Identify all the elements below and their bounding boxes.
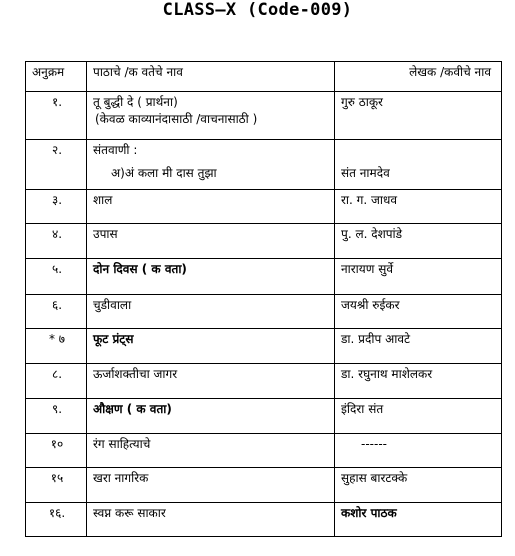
- author-name: ------: [361, 437, 387, 451]
- serial-cell: * ७: [26, 329, 87, 364]
- table-row: [26, 364, 502, 399]
- lesson-title: संतवाणी :: [93, 143, 138, 157]
- lesson-cell: औक्षण ( क वता): [87, 399, 335, 434]
- lesson-cell: दोन दिवस ( क वता): [87, 259, 335, 295]
- page-title: CLASS–X (Code-009): [162, 0, 353, 20]
- serial-cell: ३.: [26, 190, 87, 224]
- table-header-row: [26, 62, 502, 92]
- table-row: [26, 434, 502, 468]
- table-row: [26, 259, 502, 295]
- serial-cell: १०: [26, 434, 87, 468]
- serial-cell: ८.: [26, 364, 87, 399]
- author-cell: कशोर पाठक: [335, 503, 502, 537]
- table-row: [26, 399, 502, 434]
- author-cell: नारायण सुर्वे: [335, 259, 502, 295]
- author-cell: गुरु ठाकूर: [335, 92, 502, 140]
- lesson-cell: स्वप्न करू साकार: [87, 503, 335, 537]
- author-cell: डा. प्रदीप आवटे: [335, 329, 502, 364]
- lesson-cell: [87, 92, 335, 140]
- table-row: [26, 92, 502, 140]
- lesson-cell: शाल: [87, 190, 335, 224]
- author-cell: [335, 140, 502, 190]
- serial-cell: १६.: [26, 503, 87, 537]
- table-row: [26, 224, 502, 259]
- table-row: [26, 295, 502, 329]
- lesson-cell: उपास: [87, 224, 335, 259]
- table-row: [26, 503, 502, 537]
- lesson-title: तू बुद्धी दे ( प्रार्थना): [93, 95, 178, 109]
- table-row: [26, 140, 502, 190]
- author-cell: जयश्री रुईकर: [335, 295, 502, 329]
- lesson-cell: रंग साहित्याचे: [87, 434, 335, 468]
- lesson-cell: चुडीवाला: [87, 295, 335, 329]
- table-row: [26, 468, 502, 503]
- header-author: लेखक /कवीचे नाव: [335, 62, 502, 92]
- header-serial: अनुक्रम: [26, 62, 87, 92]
- author-cell: इंदिरा संत: [335, 399, 502, 434]
- serial-cell: ६.: [26, 295, 87, 329]
- serial-cell: २.: [26, 140, 87, 190]
- lesson-cell: [87, 140, 335, 190]
- author-name: संत नामदेव: [341, 166, 390, 180]
- lesson-note: अ)अं कला मी दास तुझा: [111, 166, 217, 180]
- syllabus-table: [25, 61, 502, 537]
- serial-cell: ९.: [26, 399, 87, 434]
- header-lesson: पाठाचे /क वतेचे नाव: [87, 62, 335, 92]
- author-cell: सुहास बारटक्के: [335, 468, 502, 503]
- author-cell: डा. रघुनाथ माशेलकर: [335, 364, 502, 399]
- serial-cell: १५: [26, 468, 87, 503]
- table-row: [26, 190, 502, 224]
- author-cell: [335, 434, 502, 468]
- author-cell: पु. ल. देशपांडे: [335, 224, 502, 259]
- serial-cell: १.: [26, 92, 87, 140]
- author-cell: रा. ग. जाधव: [335, 190, 502, 224]
- lesson-cell: फूट प्रंट्स: [87, 329, 335, 364]
- lesson-cell: खरा नागरिक: [87, 468, 335, 503]
- table-row: [26, 329, 502, 364]
- lesson-cell: ऊर्जाशक्तीचा जागर: [87, 364, 335, 399]
- lesson-note: (केवळ काव्यानंदासाठी /वाचनासाठी ): [95, 112, 258, 126]
- serial-cell: ४.: [26, 224, 87, 259]
- serial-cell: ५.: [26, 259, 87, 295]
